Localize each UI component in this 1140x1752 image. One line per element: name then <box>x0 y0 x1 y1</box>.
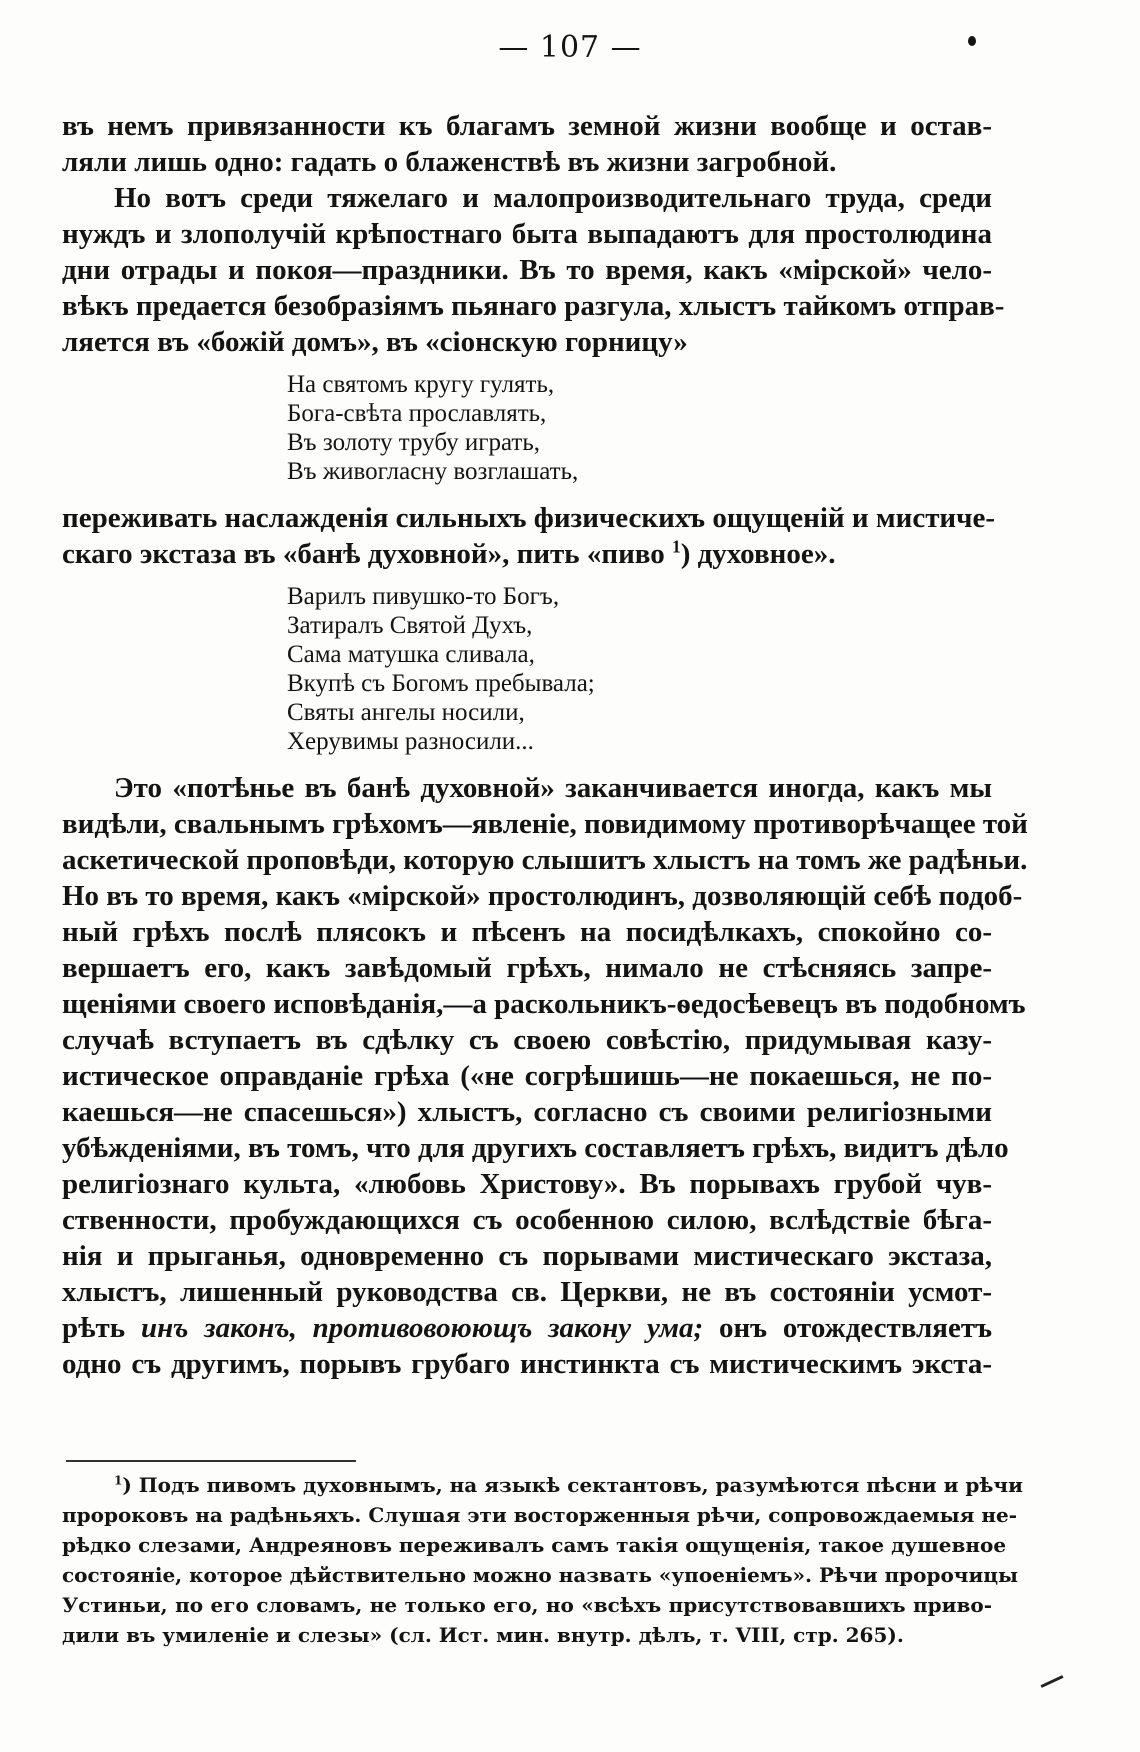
footnote-line: рѣдко слезами, Андреяновъ переживалъ самъ такія ощущенія, такое душевное <box>62 1533 1007 1557</box>
text-line: вершаетъ его, какъ завѣдомый грѣхъ, нимало не стѣсняясь запре- <box>62 952 992 984</box>
main-text <box>62 108 1028 1382</box>
verse-line: Въ живогласну возглашать, <box>287 458 579 485</box>
text-line: Но вотъ среди тяжелаго и малопроизводительнаго труда, среди <box>114 182 992 214</box>
text-line: одно съ другимъ, порывъ грубаго инстинкта съ мистическимъ экста- <box>62 1348 992 1380</box>
text-line: Но въ то время, какъ «мірской» простолюдинъ, дозволяющій себѣ подоб- <box>62 880 1023 912</box>
text-fragment: скаго экстаза въ «банѣ духовной», пить «пиво <box>62 538 665 570</box>
text-fragment: ) духовное». <box>680 538 836 570</box>
verse-line: Бога-свѣта прославлять, <box>287 400 547 427</box>
footnote <box>62 1470 1023 1650</box>
page-number: — 107 — <box>498 30 642 65</box>
footnote-line: пророковъ на радѣньяхъ. Слушая эти восторженныя рѣчи, сопровождаемыя не- <box>62 1503 1018 1527</box>
text-line: Это «потѣнье въ банѣ духовной» заканчивается иногда, какъ мы <box>114 772 992 804</box>
verse-block <box>287 582 992 756</box>
text-line: щеніями своего исповѣданія,—а раскольникъ-ѳедосѣевецъ въ подобномъ <box>62 988 1026 1020</box>
text-line: ный грѣхъ послѣ плясокъ и пѣсенъ на посидѣлкахъ, спокойно со- <box>62 916 992 948</box>
text-line: религіознаго культа, «любовь Христову». Въ порывахъ грубой чув- <box>62 1168 992 1200</box>
verse-line: На святомъ кругу гулять, <box>287 371 555 398</box>
footnote-divider <box>66 1460 356 1462</box>
text-line: видѣли, свальнымъ грѣхомъ—явленіе, повидимому противорѣчащее той <box>62 808 1028 840</box>
text-line: ляется въ «божій домъ», въ «сіонскую горницу» <box>62 326 688 358</box>
text-line: въ немъ привязанности къ благамъ земной жизни вообще и остав- <box>62 110 992 142</box>
text-line <box>62 1310 992 1346</box>
text-line: переживать наслажденія сильныхъ физическихъ ощущеній и мистиче- <box>62 502 996 534</box>
text-line: дни отрады и покоя—праздники. Въ то время, какъ «мірской» чело- <box>62 254 992 286</box>
scan-mark <box>1040 1675 1063 1688</box>
text-line: ственности, пробуждающихся съ особенною силою, вслѣдствіе бѣга- <box>62 1204 992 1236</box>
verse-line: Сама матушка сливала, <box>287 641 535 668</box>
verse-line: Херувимы разносили... <box>287 728 534 755</box>
text-line: нуждъ и злополучій крѣпостнаго быта выпадаютъ для простолюдина <box>62 218 992 250</box>
footnote-line: состояніе, которое дѣйствительно можно назвать «упоеніемъ». Рѣчи пророчицы <box>62 1563 1019 1587</box>
text-line: вѣкъ предается безобразіямъ пьянаго разгула, хлыстъ тайкомъ отправ- <box>62 290 1005 322</box>
verse-line: Святы ангелы носили, <box>287 699 525 726</box>
verse-line: Варилъ пивушко-то Богъ, <box>287 583 560 610</box>
verse-block <box>287 370 992 486</box>
verse-line: Затиралъ Святой Духъ, <box>287 612 533 639</box>
text-line: нія и прыганья, одновременно съ порывами мистическаго экстаза, <box>62 1240 992 1272</box>
footnote-line: Устиньи, по его словамъ, не только его, но «всѣхъ присутствовавшихъ приво- <box>62 1593 992 1617</box>
text-line: ляли лишь одно: гадать о блаженствѣ въ жизни загробной. <box>62 146 837 178</box>
footnote-line: дили въ умиленіе и слезы» (сл. Ист. мин. внутр. дѣлъ, т. VIII, стр. 265). <box>62 1623 904 1647</box>
text-line: аскетической проповѣди, которую слышитъ хлыстъ на томъ же радѣньи. <box>62 844 1028 876</box>
text-line: убѣжденіями, въ томъ, что для другихъ составляетъ грѣхъ, видитъ дѣло <box>62 1132 1009 1164</box>
text-fragment: онъ отождествляетъ <box>703 1312 992 1344</box>
footnote-number: 1 <box>114 1473 123 1488</box>
text-line <box>62 536 992 572</box>
text-fragment: рѣть <box>62 1312 141 1344</box>
verse-line: Вкупѣ съ Богомъ пребывала; <box>287 670 595 697</box>
footnote-ref: 1 <box>672 536 681 557</box>
text-fragment: ) Подъ пивомъ духовнымъ, на языкѣ сектантовъ, разумѣются пѣсни и рѣчи <box>122 1473 1023 1497</box>
text-line: истическое оправданіе грѣха («не согрѣшишь—не покаешься, не по- <box>62 1060 992 1092</box>
text-line: случаѣ вступаетъ въ сдѣлку съ своею совѣстію, придумывая казу- <box>62 1024 992 1056</box>
verse-line: Въ золоту трубу играть, <box>287 429 540 456</box>
ink-dot <box>968 36 976 46</box>
text-line: хлыстъ, лишенный руководства св. Церкви, не въ состояніи усмот- <box>62 1276 992 1308</box>
italic-quote: инъ законъ, противовоюющъ закону ума; <box>140 1312 704 1344</box>
text-line: каешься—не спасешься») хлыстъ, согласно съ своими религіозными <box>62 1096 992 1128</box>
footnote-line <box>62 1470 1023 1500</box>
